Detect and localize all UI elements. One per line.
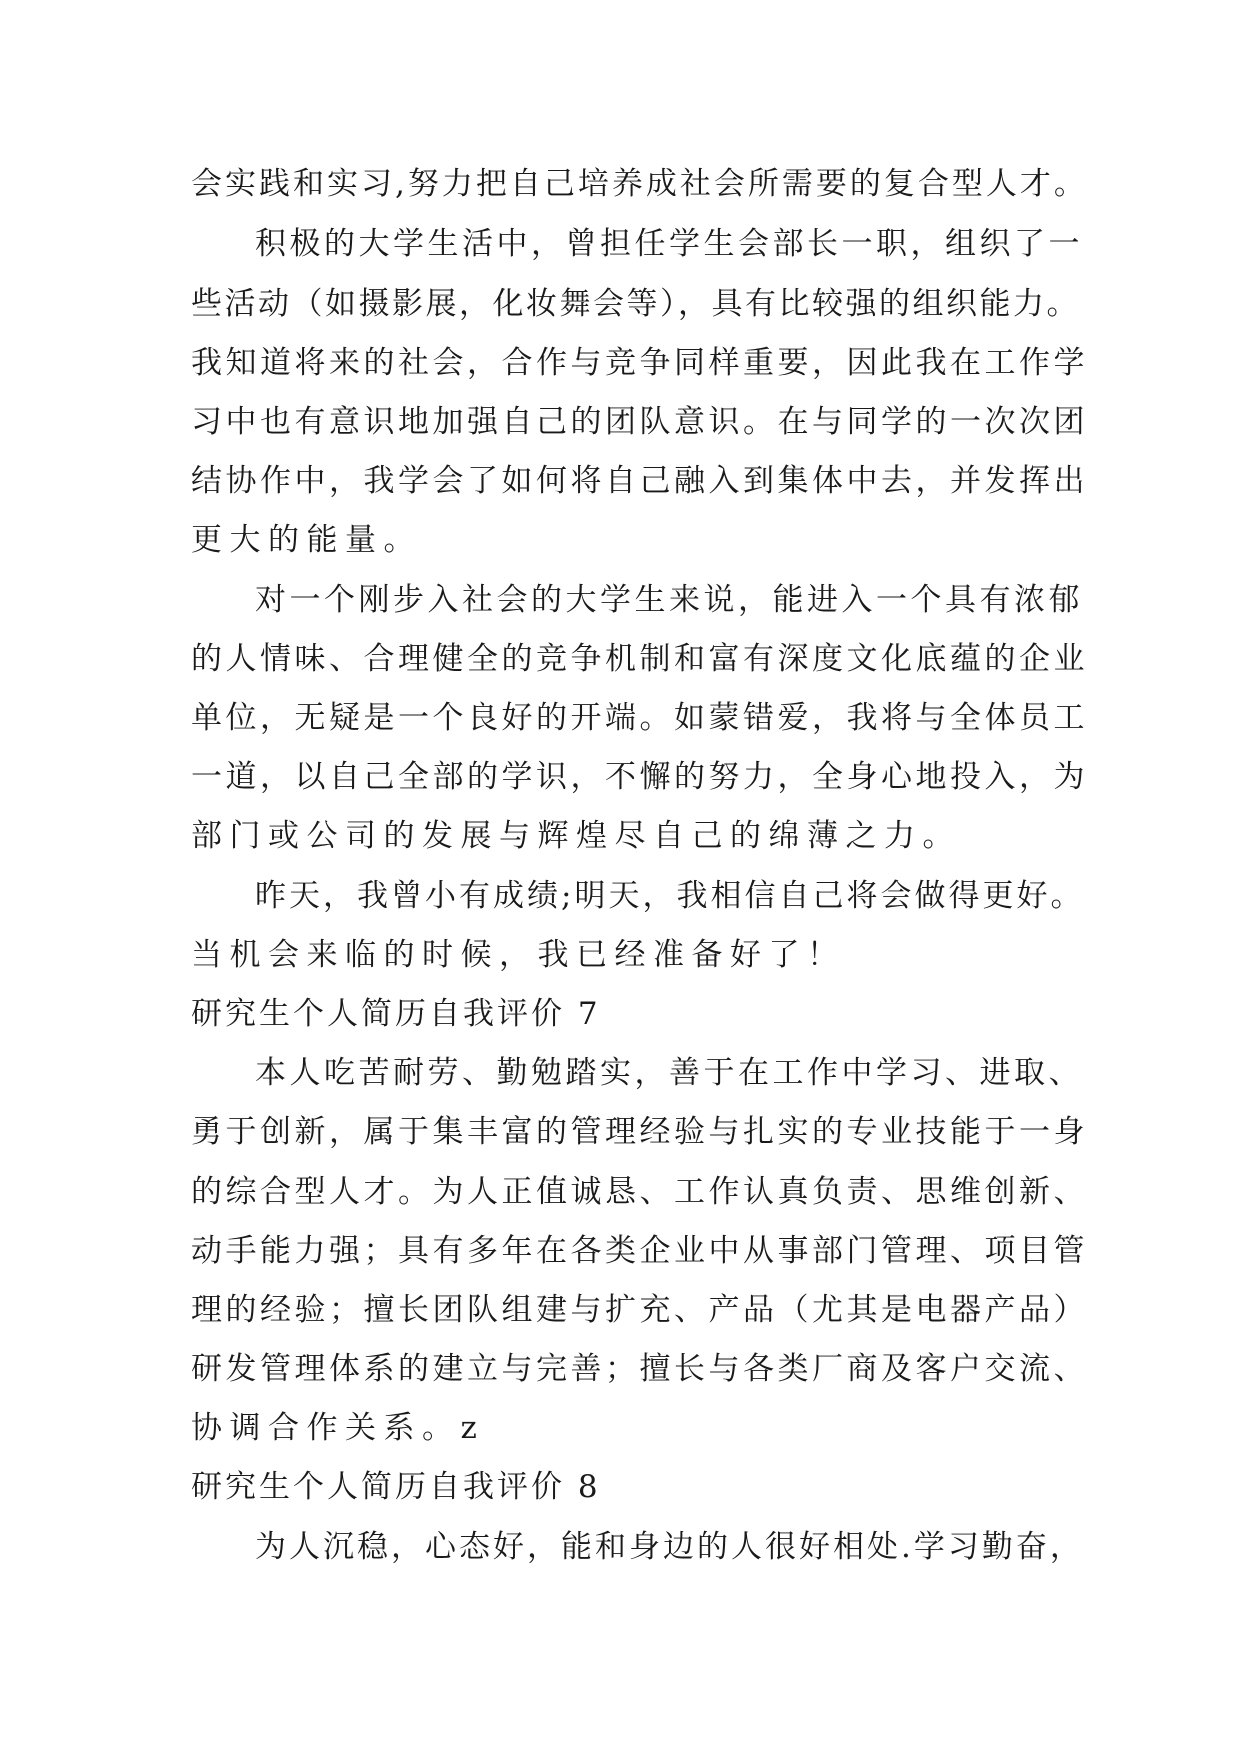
text-line: 的人情味、合理健全的竞争机制和富有深度文化底蕴的企业 [191, 641, 1088, 677]
text-line: 结协作中，我学会了如何将自己融入到集体中去，并发挥出 [191, 463, 1088, 499]
text-line: 的综合型人才。为人正值诚恳、工作认真负责、思维创新、 [191, 1174, 1088, 1210]
text-line: 研发管理体系的建立与完善；擅长与各类厂商及客户交流、 [191, 1351, 1088, 1387]
text-line: 更大的能量。 [191, 522, 422, 558]
text-line: 部门或公司的发展与辉煌尽自己的绵薄之力。 [191, 818, 961, 854]
text-line: 理的经验；擅长团队组建与扩充、产品（尤其是电器产品） [191, 1292, 1088, 1328]
text-line: 会实践和实习,努力把自己培养成社会所需要的复合型人才。 [191, 166, 1088, 202]
text-line: 单位，无疑是一个良好的开端。如蒙错爱，我将与全体员工 [191, 700, 1088, 736]
text-line: 昨天，我曾小有成绩;明天，我相信自己将会做得更好。 [255, 878, 1085, 914]
section-heading: 研究生个人简历自我评价 7 [191, 996, 601, 1032]
text-line: 积极的大学生活中，曾担任学生会部长一职，组织了一 [255, 226, 1083, 262]
text-line: 一道，以自己全部的学识，不懈的努力，全身心地投入，为 [191, 759, 1088, 795]
section-heading: 研究生个人简历自我评价 8 [191, 1469, 601, 1505]
text-line: 勇于创新，属于集丰富的管理经验与扎实的专业技能于一身 [191, 1114, 1088, 1150]
text-line: 当机会来临的时候，我已经准备好了！ [191, 937, 846, 973]
text-line: 本人吃苦耐劳、勤勉踏实，善于在工作中学习、进取、 [255, 1055, 1083, 1091]
text-line: 对一个刚步入社会的大学生来说，能进入一个具有浓郁 [255, 582, 1083, 618]
text-line: 动手能力强；具有多年在各类企业中从事部门管理、项目管 [191, 1233, 1088, 1269]
text-line: 习中也有意识地加强自己的团队意识。在与同学的一次次团 [191, 404, 1088, 440]
text-line: 为人沉稳，心态好，能和身边的人很好相处.学习勤奋， [255, 1529, 1084, 1565]
text-line: 些活动（如摄影展，化妆舞会等），具有比较强的组织能力。 [191, 286, 1080, 322]
text-line: 我知道将来的社会，合作与竞争同样重要，因此我在工作学 [191, 345, 1088, 381]
text-line: 协调合作关系。z [191, 1410, 485, 1446]
